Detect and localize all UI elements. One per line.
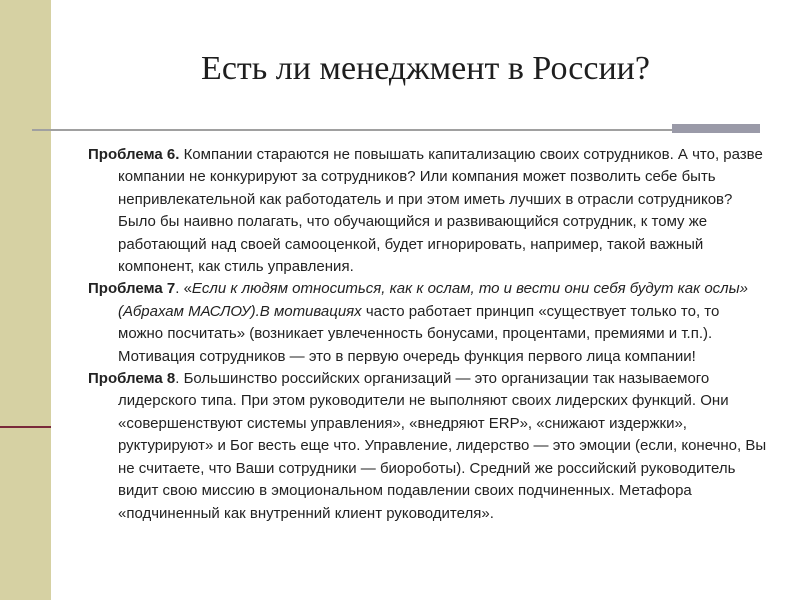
- problem-7-quote: Если к людям относиться, как к ослам, то и вести они себя будут как ослы» (Абрахам МАСЛОУ).В мотивациях: [118, 280, 749, 320]
- problem-6-text: Компании стараются не повышать капитализацию своих сотрудников. А что, разве компании не конкурируют за сотрудников? Или компания может позволить себе быть непривлекательной как работодатель и при этом иметь лучших в отрасли сотрудников? Было бы наивно полагать, что обучающийся и развивающийся сотрудник, к тому же работающий над своей самооценкой, будет игнорировать, например, такой важный компонент, как стиль управления.: [118, 146, 763, 276]
- problem-8-text: . Большинство российских организаций — это организации так называемого лидерского типа. При этом руководители не выполняют своих лидерских функций. Они «совершенствуют системы управления», «внедряют ERP», «снижают издержки», руктурируют» и Бог весть еще что. Управление, лидерство — это эмоции (если, конечно, Вы не считаете, что Ваши сотрудники — биороботы). Средний же российский руководитель видит свою миссию в эмоциональном подавлении своих подчиненных. Метафора «подчиненный как внутренний клиент руководителя».: [118, 370, 767, 522]
- slide-body: [88, 144, 768, 525]
- problem-7-text-b: часто работает принцип «существует только то, то можно посчитать» (возникает увлеченность бонусами, процентами, премиями и т.п.). Мотивация сотрудников — это в первую очередь функция первого лица компании!: [118, 302, 720, 365]
- left-decorative-bar: [0, 0, 51, 600]
- slide-title: Есть ли менеджмент в России?: [201, 50, 650, 87]
- problem-7-label: Проблема 7: [88, 280, 176, 298]
- problem-8-paragraph: [88, 368, 768, 525]
- left-bar-accent-line: [0, 426, 51, 428]
- problem-7-text-a: . «: [175, 280, 192, 298]
- title-divider-block: [672, 124, 760, 133]
- problem-8-label: Проблема 8: [88, 370, 176, 388]
- problem-6-paragraph: [88, 144, 768, 278]
- problem-7-paragraph: [88, 278, 768, 368]
- title-divider-line: [32, 129, 672, 131]
- problem-6-label: Проблема 6.: [88, 146, 180, 163]
